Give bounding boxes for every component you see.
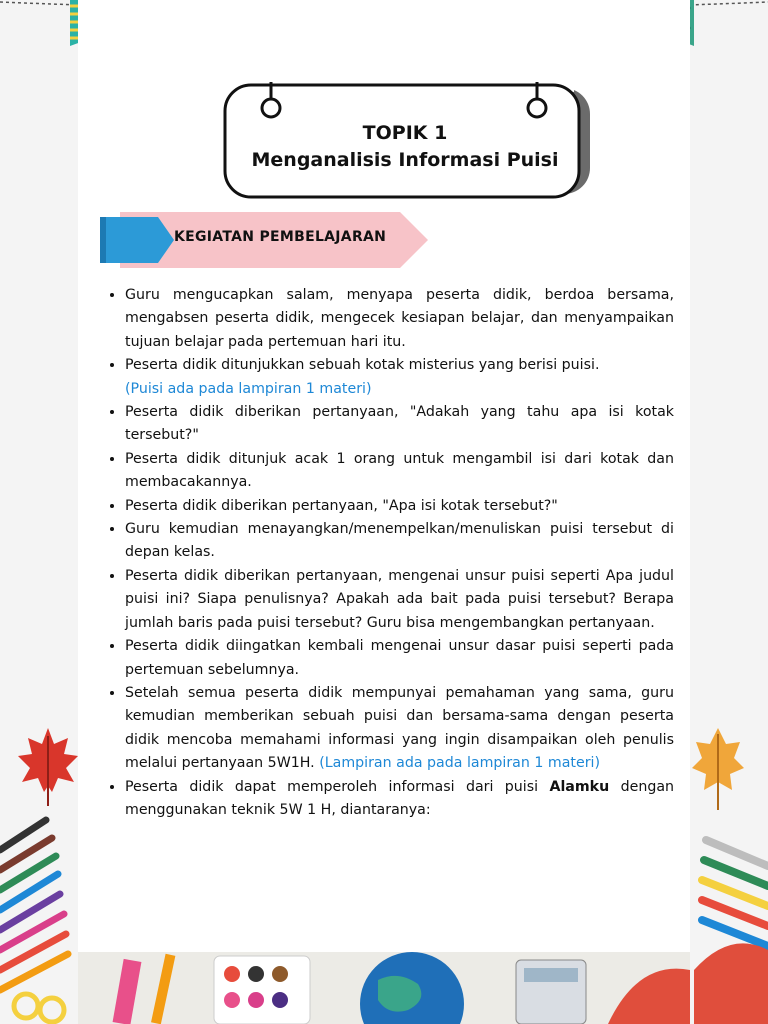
list-item: • Peserta didik ditunjuk acak 1 orang untuk mengambil isi dari kotak dan membacakannya. (125, 448, 674, 495)
section-label: KEGIATAN PEMBELAJARAN (174, 229, 387, 245)
markers-backpack (690, 820, 768, 1024)
list-item: • Setelah semua peserta didik mempunyai pemahaman yang sama, guru kemudian memberikan sebuah puisi dan bersama-sama dengan peserta didik mencoba memahami informasi yang ingin disampaikan oleh penulis melalui pertanyaan 5W1H. (Lampiran ada pada lampiran 1 materi) (125, 682, 674, 776)
topic-label: TOPIK 1 (362, 122, 448, 144)
backpack-icon (694, 943, 768, 1024)
list-item: • Peserta didik dapat memperoleh informasi dari puisi Alamku dengan menggunakan teknik 5W 1 H, diantaranya: (125, 776, 674, 823)
list-item: • Peserta didik ditunjukkan sebuah kotak misterius yang berisi puisi. (Puisi ada pada lampiran 1 materi) (125, 354, 674, 401)
list-item: • Peserta didik diberikan pertanyaan, "Apa isi kotak tersebut?" (125, 495, 674, 518)
list-item: • Peserta didik diberikan pertanyaan, "Adakah yang tahu apa isi kotak tersebut?" (125, 401, 674, 448)
lampiran-note: (Lampiran ada pada lampiran 1 materi) (319, 755, 601, 772)
activity-list (104, 284, 674, 822)
list-item: • Guru mengucapkan salam, menyapa peserta didik, berdoa bersama, mengabsen peserta didik, mengecek kesiapan belajar, dan menyampaikan tujuan belajar pada pertemuan hari itu. (125, 284, 674, 354)
title-block (230, 120, 580, 174)
scissors-icon (14, 994, 64, 1022)
list-item: • Guru kemudian menayangkan/menempelkan/menuliskan puisi tersebut di depan kelas. (125, 518, 674, 565)
colored-pencils (0, 810, 80, 1024)
watercolor-palette (214, 956, 310, 1024)
poem-title: Alamku (549, 778, 610, 795)
school-supplies (78, 950, 690, 1024)
lampiran-note: (Puisi ada pada lampiran 1 materi) (125, 380, 372, 397)
page-title: Menganalisis Informasi Puisi (251, 149, 559, 171)
list-item: • Peserta didik diingatkan kembali mengenai unsur dasar puisi seperti pada pertemuan sebelumnya. (125, 635, 674, 682)
list-item: • Peserta didik diberikan pertanyaan, mengenai unsur puisi seperti Apa judul puisi ini? Siapa penulisnya? Apakah ada bait pada puisi tersebut? Berapa jumlah baris pada puisi tersebut? Guru bisa mengembangkan pertanyaan. (125, 565, 674, 635)
autumn-leaf-icon (690, 726, 746, 812)
maple-leaf-icon (16, 726, 80, 810)
